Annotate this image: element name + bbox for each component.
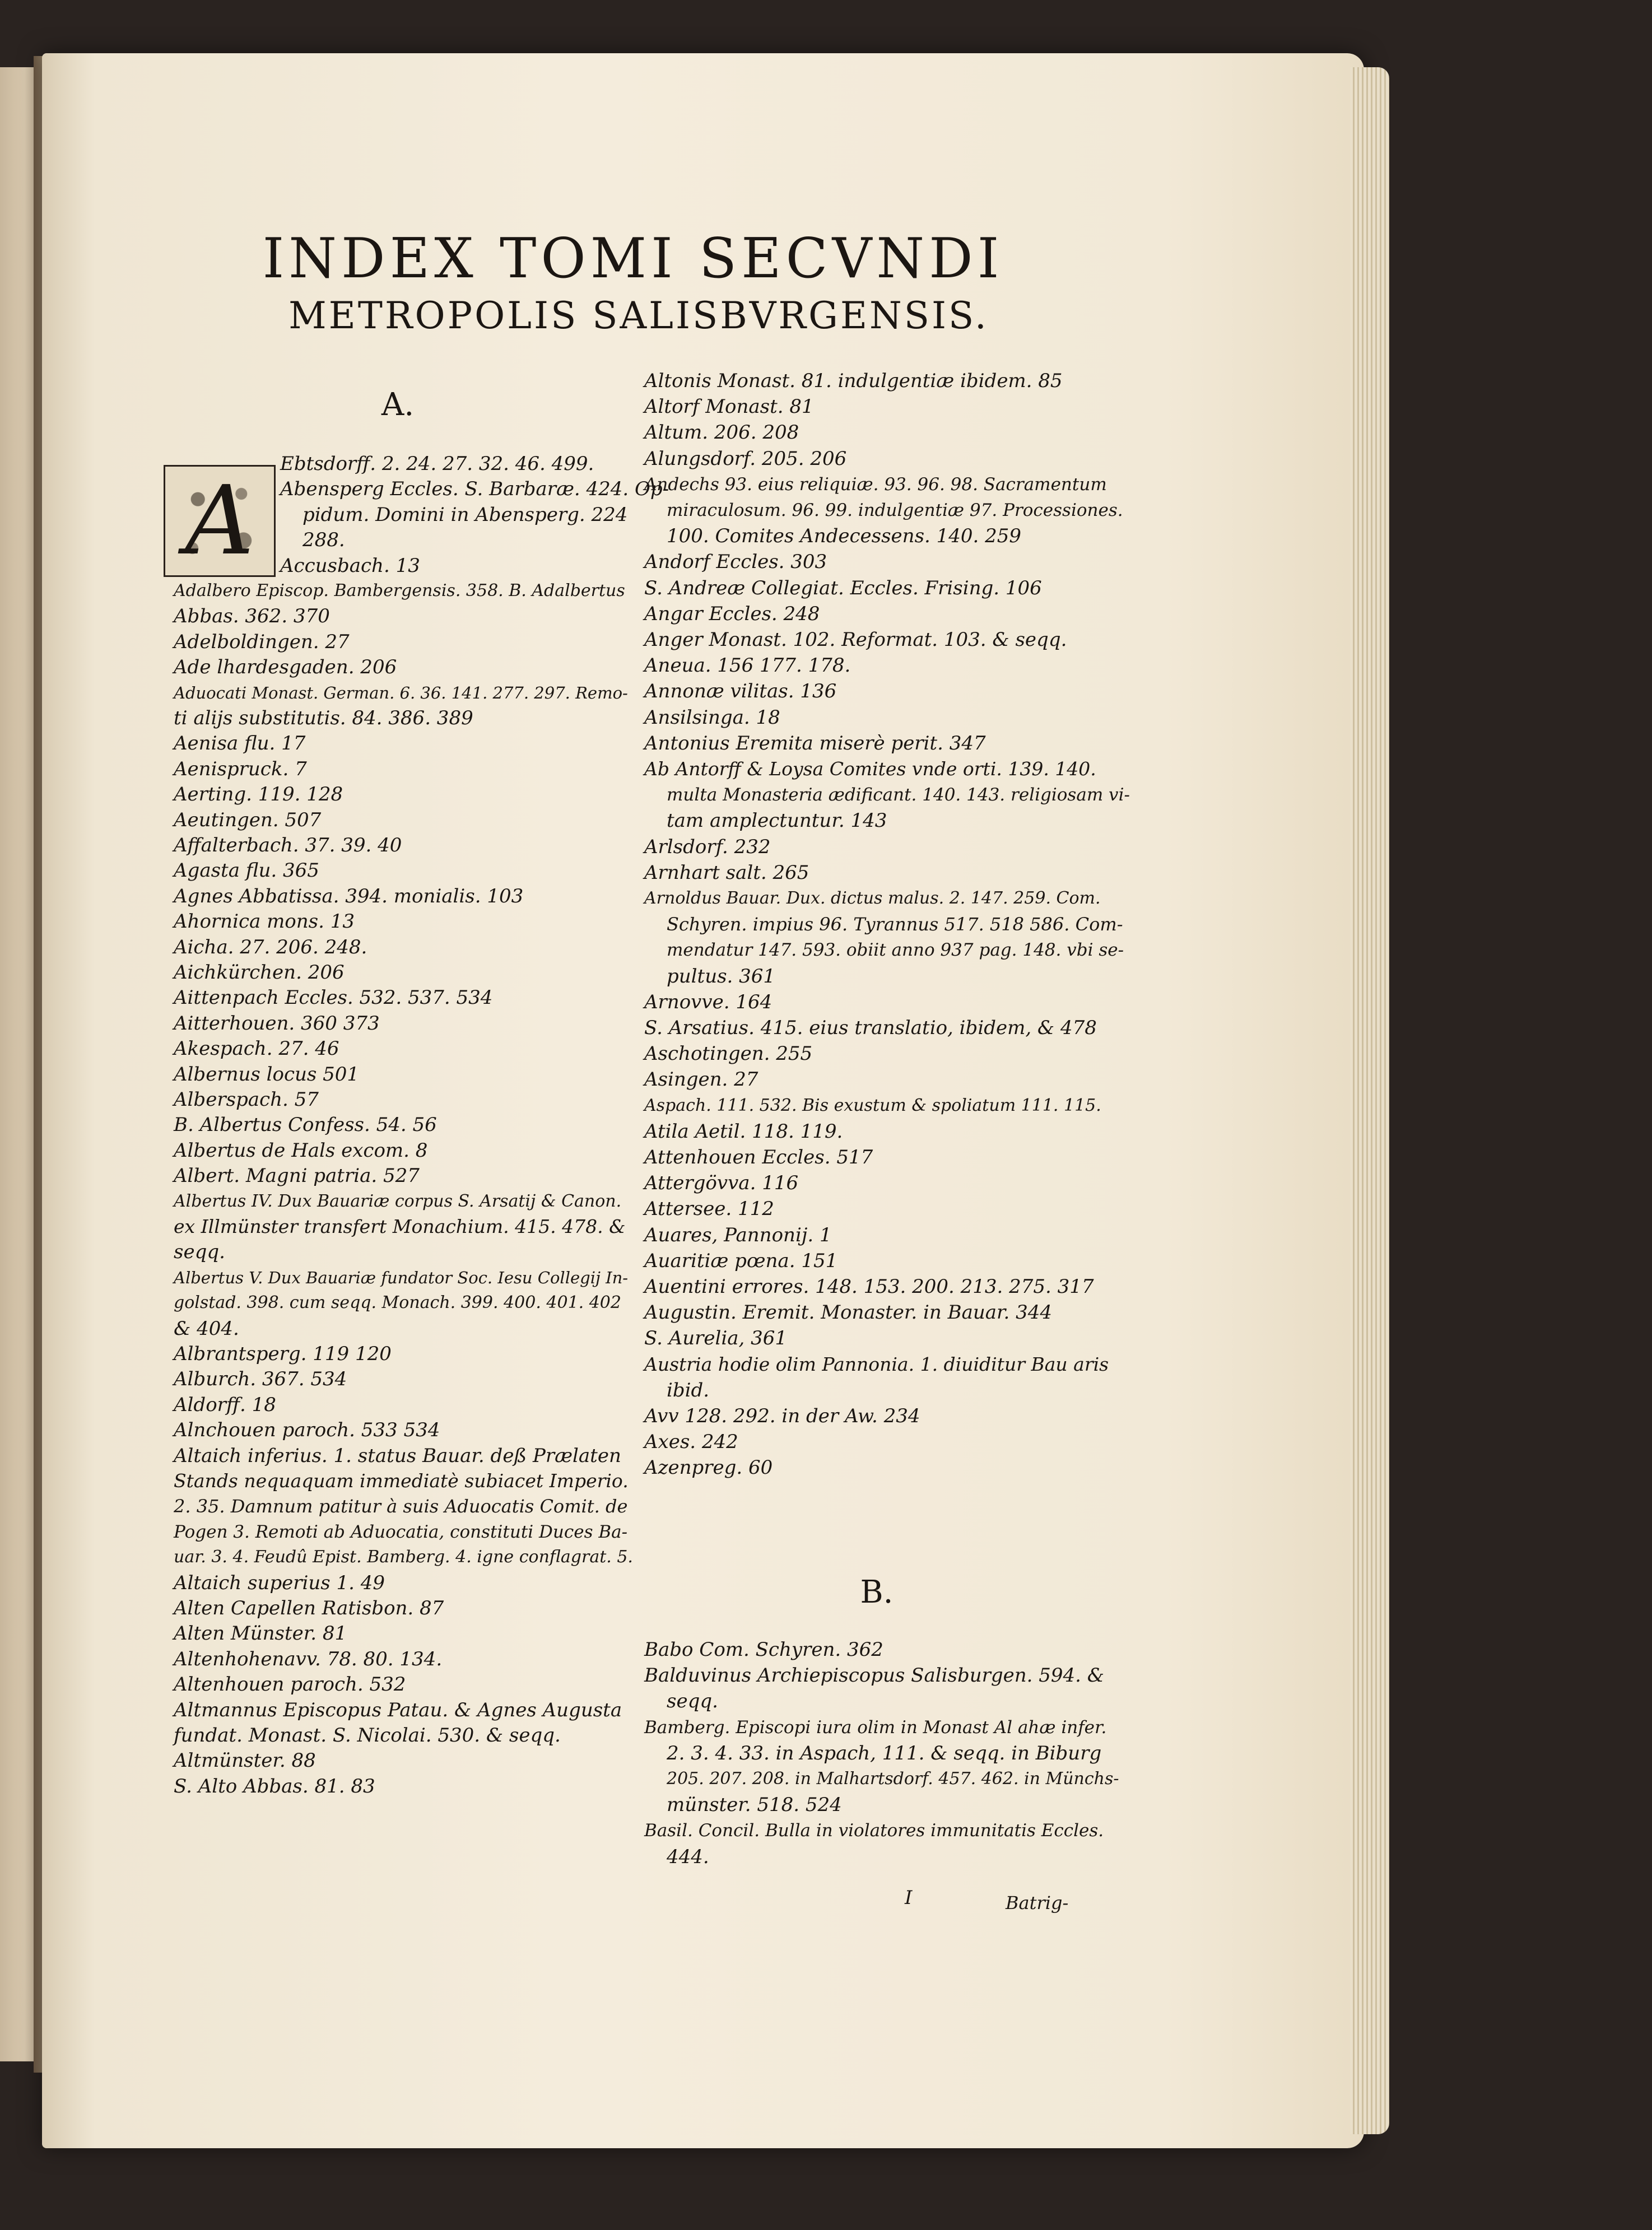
index-entry: Adalbero Episcop. Bambergensis. 358. B. Adalbertus (174, 581, 625, 600)
index-entry: Auaritiæ pœna. 151 (644, 1249, 838, 1272)
index-entry: Affalterbach. 37. 39. 40 (174, 834, 402, 856)
index-entry: Auentini errores. 148. 153. 200. 213. 275. 317 (644, 1275, 1094, 1298)
index-entry: Antonius Eremita miserè perit. 347 (644, 732, 986, 755)
index-title: INDEX TOMI SECVNDI (262, 227, 1004, 291)
index-entry: Altorf Monast. 81 (644, 395, 814, 418)
index-entry: 2. 3. 4. 33. in Aspach, 111. & seqq. in Biburg (667, 1742, 1102, 1765)
index-entry: Abbas. 362. 370 (174, 605, 330, 628)
index-entry: Angar Eccles. 248 (644, 602, 820, 625)
index-entry: Altmünster. 88 (174, 1749, 316, 1772)
index-entry: Albert. Magni patria. 527 (174, 1165, 420, 1188)
index-entry: 205. 207. 208. in Malhartsdorf. 457. 462. in Münchs- (667, 1769, 1119, 1789)
index-entry: B. Albertus Confess. 54. 56 (174, 1114, 437, 1137)
index-entry: fundat. Monast. S. Nicolai. 530. & seqq. (174, 1724, 561, 1747)
index-entry: Altaich superius 1. 49 (174, 1571, 385, 1594)
index-entry: Albertus IV. Dux Bauariæ corpus S. Arsatij & Canon. (174, 1191, 622, 1211)
page-stack-edge (1350, 67, 1389, 2134)
index-entry: uar. 3. 4. Feudû Epist. Bamberg. 4. igne conflagrat. 5. (174, 1547, 633, 1567)
index-entry: Arnoldus Bauar. Dux. dictus malus. 2. 147. 259. Com. (644, 888, 1101, 908)
index-entry: Altaich inferius. 1. status Bauar. deß Prælaten (174, 1444, 621, 1467)
index-entry: Azenpreg. 60 (644, 1456, 773, 1479)
index-entry: Alten Capellen Ratisbon. 87 (174, 1597, 444, 1619)
index-entry: ibid. (667, 1379, 710, 1402)
index-entry: münster. 518. 524 (667, 1794, 842, 1817)
index-entry: Andechs 93. eius reliquiæ. 93. 96. 98. Sacramentum (644, 474, 1107, 495)
index-entry: Pogen 3. Remoti ab Aduocatia, constituti Duces Ba- (174, 1521, 628, 1542)
index-entry: Atila Aetil. 118. 119. (644, 1120, 843, 1143)
catchword: Batrig- (1006, 1892, 1069, 1914)
index-entry: Aduocati Monast. German. 6. 36. 141. 277. 297. Remo- (174, 683, 628, 702)
index-entry: pidum. Domini in Abensperg. 224 (303, 503, 628, 526)
index-entry: ti alijs substitutis. 84. 386. 389 (174, 707, 473, 729)
index-entry: Andorf Eccles. 303 (644, 551, 827, 574)
index-entry: 2. 35. Damnum patitur à suis Aduocatis Comit. de (174, 1496, 628, 1517)
index-entry: multa Monasteria ædificant. 140. 143. religiosam vi- (667, 785, 1130, 806)
index-entry: Arnhart salt. 265 (644, 861, 809, 884)
index-entry: pultus. 361 (667, 965, 776, 988)
index-entry: Altmannus Episcopus Patau. & Agnes Augusta (174, 1698, 622, 1721)
index-entry: S. Andreæ Collegiat. Eccles. Frising. 106 (644, 576, 1042, 599)
index-entry: Aldorff. 18 (174, 1393, 276, 1416)
index-entry: Auares, Pannonij. 1 (644, 1223, 832, 1246)
index-entry: S. Alto Abbas. 81. 83 (174, 1775, 375, 1798)
index-entry: Adelboldingen. 27 (174, 630, 350, 653)
index-entry: Aittenpach Eccles. 532. 537. 534 (174, 986, 493, 1009)
index-entry: & 404. (174, 1317, 239, 1340)
index-entry: Annonæ vilitas. 136 (644, 680, 837, 703)
index-entry: Stands nequaquam immediatè subiacet Imperio. (174, 1470, 629, 1492)
index-entry: Altenhouen paroch. 532 (174, 1673, 406, 1696)
index-entry: Aneua. 156 177. 178. (644, 654, 851, 677)
index-entry: Aenispruck. 7 (174, 757, 307, 780)
index-entry: golstad. 398. cum seqq. Monach. 399. 400. 401. 402 (174, 1293, 621, 1313)
index-entry: Avv 128. 292. in der Aw. 234 (644, 1405, 920, 1427)
index-entry: S. Aurelia, 361 (644, 1327, 788, 1350)
index-entry: Aschotingen. 255 (644, 1042, 813, 1065)
index-entry: Alberspach. 57 (174, 1088, 319, 1111)
index-entry: mendatur 147. 593. obiit anno 937 pag. 148. vbi se- (667, 940, 1124, 961)
index-entry: Altonis Monast. 81. indulgentiæ ibidem. 85 (644, 370, 1063, 392)
index-entry: Albernus locus 501 (174, 1063, 360, 1086)
index-entry: 100. Comites Andecessens. 140. 259 (667, 525, 1022, 548)
index-entry: 288. (303, 529, 345, 552)
index-entry: Aicha. 27. 206. 248. (174, 935, 367, 958)
index-entry: Bamberg. Episcopi iura olim in Monast Al ahæ infer. (644, 1717, 1107, 1738)
index-entry: Aeutingen. 507 (174, 808, 322, 831)
index-entry: Schyren. impius 96. Tyrannus 517. 518 586. Com- (667, 914, 1123, 935)
index-entry: Asingen. 27 (644, 1068, 758, 1091)
index-entry: Altenhohenavv. 78. 80. 134. (174, 1647, 443, 1670)
index-entry: Aspach. 111. 532. Bis exustum & spoliatum 111. 115. (644, 1095, 1101, 1115)
index-entry: 444. (667, 1845, 709, 1868)
index-entry: Anger Monast. 102. Reformat. 103. & seqq. (644, 629, 1067, 651)
index-entry: ex Illmünster transfert Monachium. 415. 478. & (174, 1216, 626, 1237)
index-entry: Akespach. 27. 46 (174, 1037, 339, 1060)
index-entry: Balduvinus Archiepiscopus Salisburgen. 594. & (644, 1664, 1105, 1687)
index-entry: Attergövva. 116 (644, 1172, 799, 1195)
index-entry: Ahornica mons. 13 (174, 910, 355, 933)
index-entry: Alburch. 367. 534 (174, 1368, 347, 1391)
index-entry: miraculosum. 96. 99. indulgentiæ 97. Processiones. (667, 500, 1123, 520)
index-entry: Attenhouen Eccles. 517 (644, 1146, 873, 1168)
index-entry: Ansilsinga. 18 (644, 706, 780, 729)
index-entry: Ebtsdorff. 2. 24. 27. 32. 46. 499. (280, 453, 594, 475)
index-entry: Basil. Concil. Bulla in violatores immunitatis Eccles. (644, 1821, 1104, 1841)
index-entry: Agnes Abbatissa. 394. monialis. 103 (174, 884, 524, 907)
index-entry: Accusbach. 13 (280, 554, 420, 577)
index-entry: Aerting. 119. 128 (174, 783, 343, 806)
index-entry: Aichkürchen. 206 (174, 961, 345, 984)
index-entry: S. Arsatius. 415. eius translatio, ibidem, & 478 (644, 1017, 1097, 1039)
decorated-initial: A (164, 465, 276, 577)
index-entry: Arnovve. 164 (644, 990, 773, 1013)
section-letter-a: A. (381, 387, 415, 423)
index-entry: Ade lhardesgaden. 206 (174, 656, 397, 679)
index-entry: Austria hodie olim Pannonia. 1. diuiditur Bau aris (644, 1353, 1109, 1375)
index-entry: Albrantsperg. 119 120 (174, 1343, 392, 1365)
signature-mark: I (905, 1887, 913, 1909)
index-entry: Alten Münster. 81 (174, 1622, 347, 1645)
section-letter-b: B. (860, 1574, 894, 1610)
index-entry: tam amplectuntur. 143 (667, 809, 887, 832)
index-entry: Agasta flu. 365 (174, 859, 319, 882)
index-entry: Axes. 242 (644, 1431, 738, 1454)
index-entry: Altum. 206. 208 (644, 421, 799, 444)
index-entry: Abensperg Eccles. S. Barbaræ. 424. Op- (280, 478, 669, 501)
index-entry: Albertus V. Dux Bauariæ fundator Soc. Iesu Collegij In- (174, 1268, 629, 1287)
index-entry: Aitterhouen. 360 373 (174, 1012, 380, 1035)
index-entry: seqq. (174, 1241, 225, 1264)
index-entry: Albertus de Hals excom. 8 (174, 1139, 428, 1162)
index-entry: seqq. (667, 1690, 718, 1713)
index-entry: Arlsdorf. 232 (644, 835, 771, 858)
index-entry: Aenisa flu. 17 (174, 732, 306, 755)
index-entry: Attersee. 112 (644, 1198, 774, 1221)
index-entry: Ab Antorff & Loysa Comites vnde orti. 139. 140. (644, 758, 1096, 780)
index-entry: Augustin. Eremit. Monaster. in Bauar. 344 (644, 1301, 1053, 1324)
index-entry: Babo Com. Schyren. 362 (644, 1638, 883, 1661)
index-subtitle: METROPOLIS SALISBVRGENSIS. (288, 294, 989, 337)
index-entry: Alnchouen paroch. 533 534 (174, 1419, 440, 1442)
index-entry: Alungsdorf. 205. 206 (644, 447, 847, 470)
